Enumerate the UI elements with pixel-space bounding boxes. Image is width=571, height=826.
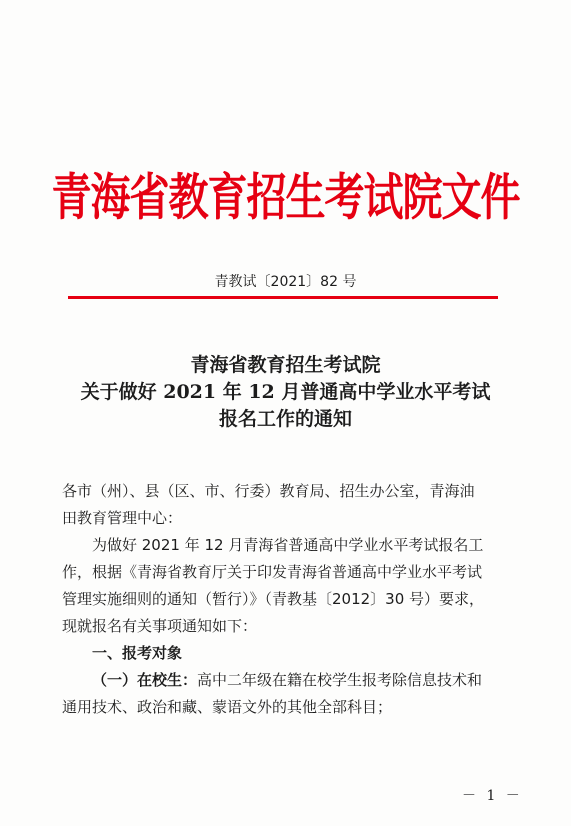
- item-1-text: 高中二年级在籍在校学生报考除信息技术和: [197, 671, 483, 689]
- notice-body: [62, 478, 512, 721]
- item-1-line-2: 通用技术、政治和藏、蒙语文外的其他全部科目；: [62, 698, 393, 716]
- document-number: 青教试〔2021〕82 号: [214, 274, 357, 290]
- notice-title-line-1: 青海省教育招生考试院: [190, 354, 381, 376]
- paragraph-1-line-1: 为做好 2021 年 12 月青海省普通高中学业水平考试报名工: [92, 536, 484, 554]
- item-1-label: （一）在校生：: [92, 671, 198, 689]
- notice-title: [0, 352, 571, 433]
- addressee-line-1: 各市（州）、县（区、市、行委）教育局、招生办公室，青海油: [62, 482, 475, 500]
- addressee-line-2: 田教育管理中心：: [62, 509, 183, 527]
- page-number: － 1 －: [462, 788, 523, 804]
- red-divider-rule: [68, 296, 498, 299]
- paragraph-1-line-3: 管理实施细则的通知（暂行）》（青教基〔2012〕30 号）要求，: [62, 590, 485, 608]
- notice-title-line-3: 报名工作的通知: [218, 408, 352, 430]
- paragraph-1-line-4: 现就报名有关事项通知如下：: [62, 617, 258, 635]
- paragraph-1-line-2: 作，根据《青海省教育厅关于印发青海省普通高中学业水平考试: [62, 563, 483, 581]
- section-1-heading: 一、报考对象: [92, 644, 183, 662]
- item-1-line-1: [62, 667, 512, 694]
- notice-title-line-2: 关于做好 2021 年 12 月普通高中学业水平考试: [80, 381, 491, 403]
- issuer-header-title: 青海省教育招生考试院文件: [51, 168, 520, 227]
